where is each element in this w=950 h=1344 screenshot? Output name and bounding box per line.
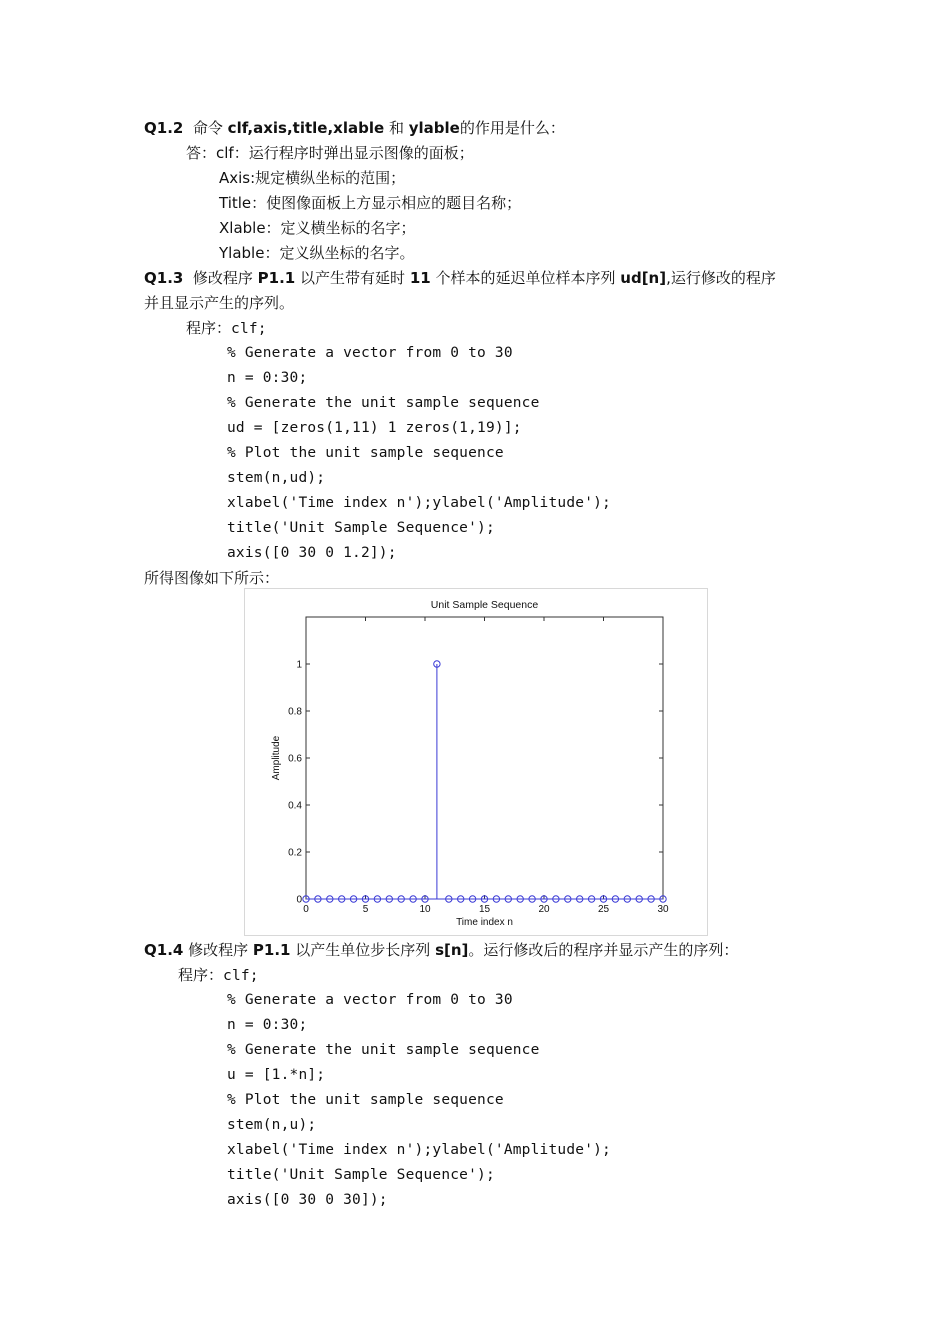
q14-code-line-5: u = [1.*n]; [227, 1067, 326, 1083]
q12-answer-2: Axis:规定横纵坐标的范围； [219, 169, 406, 187]
q12-answer-5: Ylable：定义纵坐标的名字。 [219, 244, 415, 262]
q12-heading [144, 116, 565, 140]
q12-number: Q1.2 [144, 119, 184, 137]
code-text: clf; [223, 968, 259, 984]
q14-code-line-7: stem(n,u); [227, 1117, 317, 1133]
q13-text-a: 修改程序 [192, 269, 253, 287]
q14-program: P1.1 [252, 941, 291, 959]
x-tick-label: 5 [362, 904, 369, 915]
x-tick-label: 30 [657, 904, 669, 915]
q14-sequence: s[n] [435, 941, 469, 959]
q12-text-c: 的作用是什么： [459, 119, 565, 137]
stem-plot-figure [244, 588, 708, 936]
q14-code-line-4: % Generate the unit sample sequence [227, 1042, 540, 1058]
q14-text-c: 。运行修改后的程序并显示产生的序列： [468, 941, 739, 959]
x-tick-label: 10 [419, 904, 431, 915]
q13-heading-line2: 并且显示产生的序列。 [144, 294, 295, 312]
y-tick-label: 1 [296, 659, 302, 671]
q13-code-line-7: stem(n,ud); [227, 470, 326, 486]
q13-program: P1.1 [257, 269, 296, 287]
q14-code-line-6: % Plot the unit sample sequence [227, 1092, 504, 1108]
q14-code-line-1 [178, 963, 259, 987]
y-tick-label: 0.8 [288, 706, 302, 718]
q14-number: Q1.4 [144, 941, 184, 959]
q12-command-ylable: ylable [408, 119, 460, 137]
y-tick-label: 0.4 [288, 800, 302, 812]
y-tick-label: 0.6 [288, 753, 302, 765]
answer-prefix: 答： [186, 144, 217, 162]
q12-commands: clf,axis,title,xlable [227, 119, 385, 137]
q14-code-line-8: xlabel('Time index n');ylabel('Amplitude'); [227, 1142, 611, 1158]
q14-code-line-3: n = 0:30; [227, 1017, 308, 1033]
q12-answer-3: Title：使图像面板上方显示相应的题目名称； [219, 194, 522, 212]
q13-code-line-9: title('Unit Sample Sequence'); [227, 520, 495, 536]
q13-code-line-10: axis([0 30 0 1.2]); [227, 545, 397, 561]
q13-code-line-8: xlabel('Time index n');ylabel('Amplitude'); [227, 495, 611, 511]
q13-code-line-3: n = 0:30; [227, 370, 308, 386]
x-tick-label: 25 [597, 904, 610, 915]
chart-title: Unit Sample Sequence [430, 599, 539, 611]
q13-text-b: 以产生带有延时 [300, 269, 406, 287]
q13-code-line-4: % Generate the unit sample sequence [227, 395, 540, 411]
q13-heading [144, 266, 776, 290]
q13-code-line-5: ud = [zeros(1,11) 1 zeros(1,19)]; [227, 420, 522, 436]
stem-plot [245, 589, 707, 935]
q12-answer-4: Xlable：定义横坐标的名字； [219, 219, 416, 237]
plot-area-frame [306, 617, 663, 899]
q13-code-line-6: % Plot the unit sample sequence [227, 445, 504, 461]
q13-number: Q1.3 [144, 269, 184, 287]
q12-text-b: 和 [388, 119, 404, 137]
x-tick-label: 20 [538, 904, 550, 915]
y-tick-label: 0 [296, 894, 302, 906]
y-axis-label: Amplitude [271, 735, 282, 781]
q13-result-text: 所得图像如下所示： [144, 569, 280, 587]
code-prefix: 程序： [186, 319, 232, 337]
y-tick-label: 0.2 [288, 847, 302, 859]
q14-code-line-10: axis([0 30 0 30]); [227, 1192, 388, 1208]
q13-delay: 11 [409, 269, 431, 287]
answer-text: clf：运行程序时弹出显示图像的面板； [216, 144, 474, 162]
x-tick-label: 0 [303, 904, 309, 915]
q14-text-b: 以产生单位步长序列 [295, 941, 431, 959]
x-axis-label: Time index n [456, 917, 513, 928]
q13-text-c: 个样本的延迟单位样本序列 [435, 269, 616, 287]
q13-code-line-1 [186, 316, 267, 340]
q14-code-line-9: title('Unit Sample Sequence'); [227, 1167, 495, 1183]
x-tick-label: 15 [478, 904, 491, 915]
q12-text-a: 命令 [192, 119, 223, 137]
code-prefix: 程序： [178, 966, 224, 984]
q12-answer-1 [186, 141, 474, 165]
q14-heading [144, 938, 738, 962]
q13-text-d: ,运行修改的程序 [666, 269, 776, 287]
q14-text-a: 修改程序 [188, 941, 249, 959]
q14-code-line-2: % Generate a vector from 0 to 30 [227, 992, 513, 1008]
q13-code-line-2: % Generate a vector from 0 to 30 [227, 345, 513, 361]
code-text: clf; [231, 321, 267, 337]
q13-sequence: ud[n] [620, 269, 667, 287]
